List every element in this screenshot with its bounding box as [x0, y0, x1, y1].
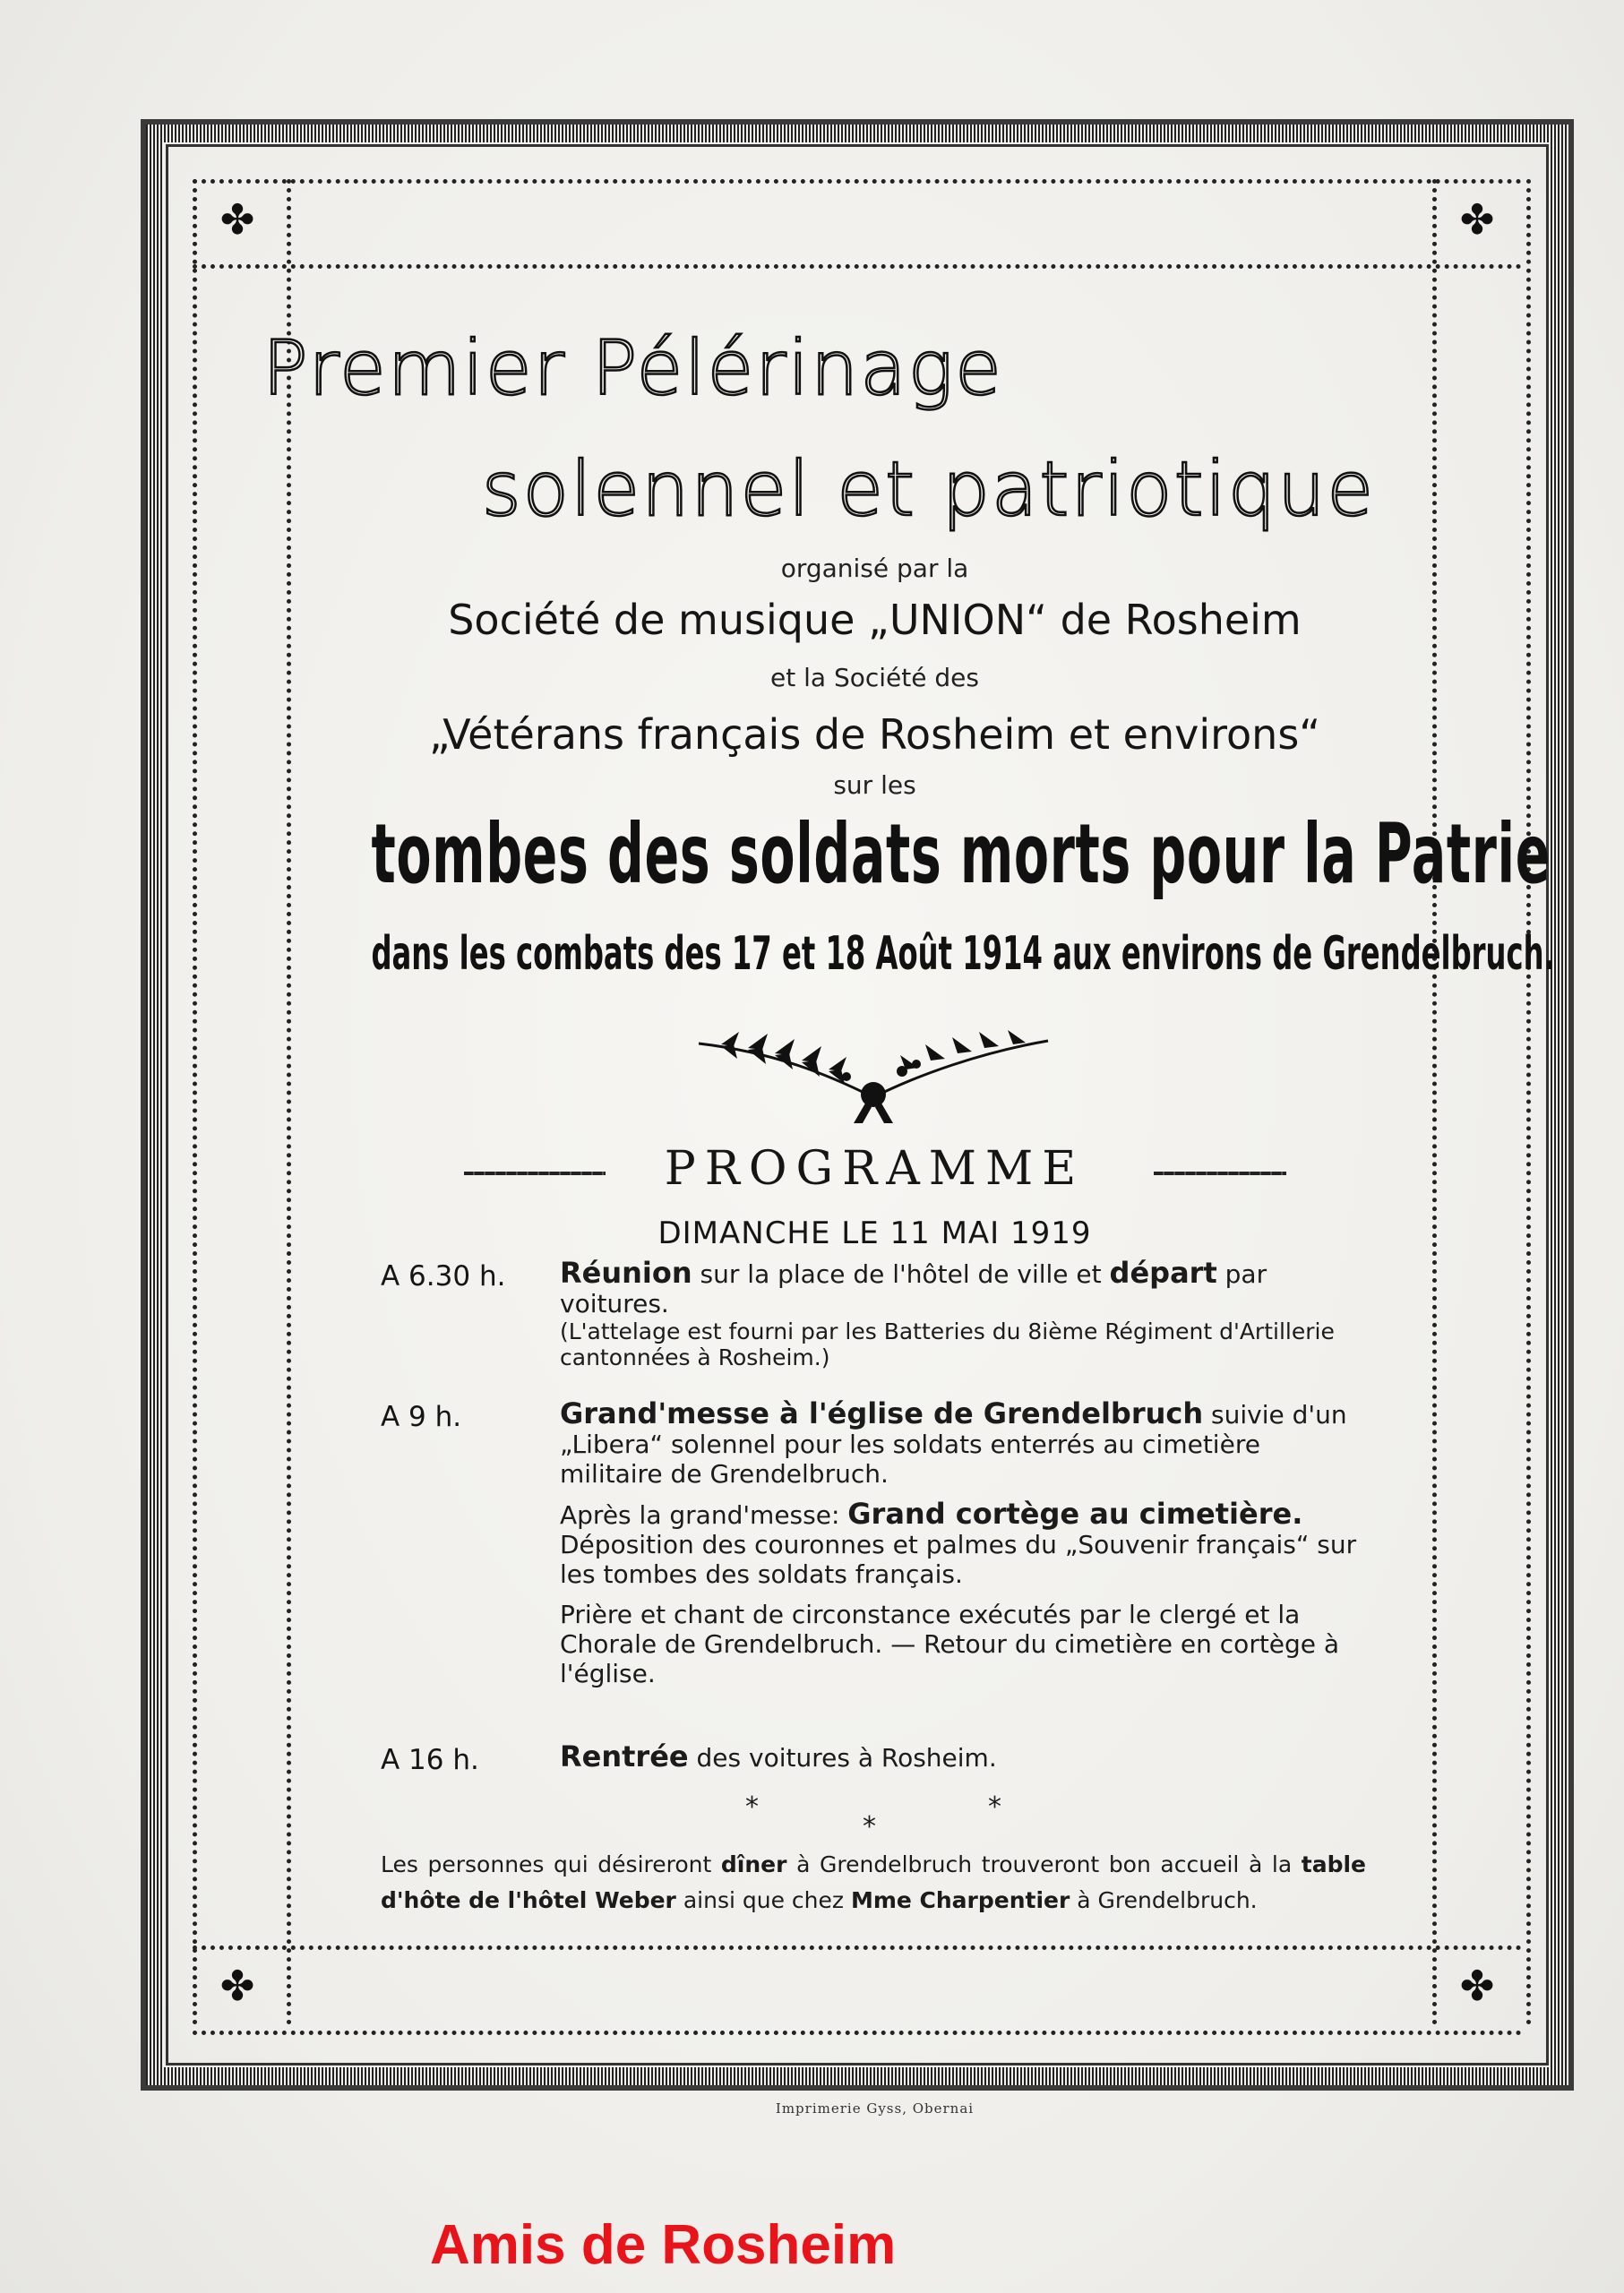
footer-text: à Grendelbruch.	[1070, 1887, 1258, 1913]
schedule-note: (L'attelage est fourni par les Batteries du 8ième Régiment d'Artillerie cantonnées à Rosheim.)	[560, 1318, 1335, 1370]
schedule-bold: Grand cortège au cimetière.	[847, 1497, 1303, 1531]
asterisk-icon: *	[863, 1811, 876, 1842]
schedule-text: Déposition des couronnes et palmes du „Souvenir français“ sur les tombes des soldats français.	[560, 1530, 1357, 1589]
schedule-text: par voitures.	[560, 1259, 1267, 1318]
schedule-lead: Réunion	[560, 1256, 692, 1290]
headline: tombes des soldats morts pour la Patrie	[371, 806, 1551, 902]
palm-branch-icon	[694, 1012, 1053, 1124]
schedule-description	[560, 1739, 1366, 1773]
programme-rule-right	[1154, 1172, 1286, 1175]
schedule-item	[381, 1396, 1366, 1757]
schedule-lead: Rentrée	[560, 1739, 689, 1773]
footer-bold: dîner	[720, 1851, 787, 1877]
schedule-time: A 9 h.	[381, 1401, 462, 1433]
asterisk-icon: *	[745, 1791, 759, 1823]
schedule-text: des voitures à Rosheim.	[688, 1743, 997, 1773]
asterisk-icon: *	[988, 1791, 1001, 1823]
organised-by: organisé par la	[780, 554, 969, 583]
schedule-lead: Grand'messe à l'église de Grendelbruch	[560, 1396, 1204, 1430]
credit-watermark: Amis de Rosheim	[430, 2214, 897, 2276]
schedule-item	[381, 1739, 1366, 1787]
society-veterans: „Vétérans français de Rosheim et environs“	[428, 710, 1321, 759]
schedule-paragraph: Prière et chant de circonstance exécutés par le clergé et la Chorale de Grendelbruch. — Retour du cimetière en cortège à l'église.	[560, 1600, 1340, 1688]
schedule-description	[560, 1396, 1366, 1688]
dotted-rule-top	[193, 179, 1522, 269]
footer-bold: table d'hôte de l'hôtel Weber	[381, 1851, 1366, 1913]
schedule-item	[381, 1258, 1366, 1393]
ornament-icon: ✤	[219, 1962, 255, 2010]
title-line-1: Premier Pélérinage	[262, 324, 1003, 412]
schedule-description	[560, 1258, 1366, 1370]
footer-text: Les personnes qui désireront	[381, 1851, 721, 1877]
schedule-text: suivie d'un „Libera“ solennel pour les soldats enterrés au cimetière militaire de Grendelbruch.	[560, 1400, 1347, 1489]
footer-text: ainsi que chez	[675, 1887, 851, 1913]
society-union: Société de musique „UNION“ de Rosheim	[448, 596, 1302, 644]
schedule-time: A 16 h.	[381, 1744, 479, 1776]
dotted-rule-bottom	[193, 1945, 1522, 2035]
subheadline: dans les combats des 17 et 18 Août 1914 aux environs de Grendelbruch.	[371, 927, 1555, 981]
ornament-icon: ✤	[219, 195, 255, 244]
on-the: sur les	[833, 770, 916, 800]
programme-date: DIMANCHE LE 11 MAI 1919	[657, 1215, 1092, 1251]
programme-title: PROGRAMME	[664, 1142, 1086, 1196]
and-society: et la Société des	[770, 663, 979, 692]
ornament-icon: ✤	[1459, 195, 1495, 244]
schedule-paragraph	[560, 1499, 1366, 1589]
dining-note	[381, 1847, 1366, 1919]
schedule-time: A 6.30 h.	[381, 1260, 506, 1292]
footer-bold: Mme Charpentier	[850, 1887, 1070, 1913]
footer-text: à Grendelbruch trouveront bon accueil à la	[786, 1851, 1302, 1877]
schedule-bold: départ	[1109, 1256, 1217, 1290]
printer-imprint: Imprimerie Gyss, Obernai	[775, 2100, 975, 2117]
schedule-text: Après la grand'messe:	[560, 1500, 848, 1530]
ornament-icon: ✤	[1459, 1962, 1495, 2010]
title-line-2: solennel et patriotique	[481, 445, 1376, 533]
schedule-text: sur la place de l'hôtel de ville et	[692, 1259, 1110, 1289]
